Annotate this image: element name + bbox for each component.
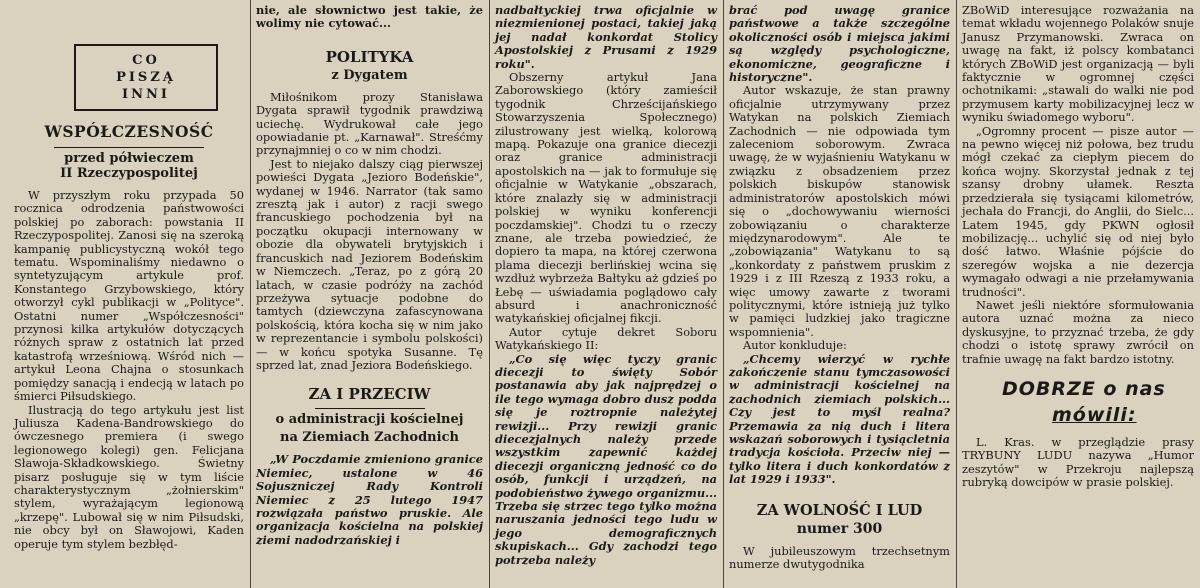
box-line: CO — [132, 53, 160, 68]
article-paragraph: W przyszłym roku przypada 50 rocznica odrodzenia państwowości polskiej po zaborach: powstania II Rzeczypospolitej. Zanosi się na szeroką kampanię publicystyczną wokół tego tematu. Wspominaliśmy niedawno o syntetyzującym artykule prof. Konstantego Grzybowskiego, który otworzył cykl publikacji w „Polityce". Ostatni numer „Współczesności" przynosi kilka artykułów dotyczących różnych spraw z ostatnich lat przed katastrofą wrześniową. Wśród nich — artykuł Leona Chajna o stosunkach pomiędzy sanacją i endecją w latach po śmierci Piłsudskiego. — [14, 188, 244, 404]
section-box-co-pisza-inni — [74, 44, 218, 111]
column-4 — [723, 0, 956, 588]
subhead-line: II Rzeczypospolitej — [60, 166, 198, 181]
headline-za-wolnosc-i-lud: ZA WOLNOŚĆ I LUD — [756, 501, 923, 519]
article-paragraph: „Ogromny procent — pisze autor — na pewno więcej niż połowa, bez trudu mógł czekać za ciepłym piecem do końca wojny. Skorzystał jednak z tej szansy drobny ułamek. Reszta przedzierała się tysiącami kilometrów, jechała do Francji, do Anglii, do Sielc... Latem 1945, gdy PKWN ogłosił mobilizację... uchylić się od niej było dość łatwo. Właśnie pójście do szeregów wojska a nie dezercja wymagało odwagi a nie przełamywania trudności". — [962, 123, 1194, 299]
handwritten-heading — [962, 376, 1194, 428]
headline-divider — [54, 147, 204, 148]
article-paragraph: Obszerny artykuł Jana Zaborowskiego (który zamieścił tygodnik Chrześcijańskiego Stowarzyszenia Społecznego) zilustrowany jest wielką, kolorową mapą. Pokazuje ona granice diecezji oraz granice administracji apostolskich na — jak to formułuje się oficjalnie w Watykanie „obszarach, które znalazły się w administracji polskiej w wyniku konferencji poczdamskiej". Chodzi tu o rzeczy znane, ale trzeba powiedzieć, że dopiero ta mapa, na której czerwona plama diecezji berlińskiej wcina się wzdłuż wybrzeża Bałtyku aż gdzieś po Łebę — uświadamia poglądowo cały absurd i anachroniczność watykańskiej oficjalnej fikcji. — [495, 70, 717, 326]
subhead-line: na Ziemiach Zachodnich — [280, 430, 459, 446]
handwritten-line: mówili: — [1052, 403, 1137, 426]
headline-wspolczesnosc: WSPÓŁCZESNOŚĆ — [44, 122, 214, 141]
box-line: INNI — [122, 87, 170, 102]
article-paragraph: W jubileuszowym trzechsetnym numerze dwutygodnika — [729, 543, 950, 572]
quoted-passage: „W Poczdamie zmieniono granice Niemiec, ustalone w 46 Sojuszniczej Rady Kontroli Niemiec z 25 lutego 1947 rozwiązała państwo pruskie. Ale organizacja kościelna na polskiej ziemi nadodrzańskiej i — [256, 452, 483, 547]
box-line: PISZĄ — [116, 70, 176, 85]
quoted-passage: „Chcemy wierzyć w rychłe zakończenie stanu tymczasowości w administracji kościelnej na zachodnich ziemiach polskich... Czy jest to myśl realna? Przemawia za nią duch i litera wskazań soborowych i tysiącletnia tradycja kościoła. Przeciw niej — tylko litera i duch konkordatów z lat 1929 i 1933". — [729, 351, 950, 487]
column-3 — [489, 0, 723, 588]
article-paragraph: Jest to niejako dalszy ciąg pierwszej powieści Dygata „Jezioro Bodeńskie", wydanej w 1946. Narrator (tak samo zresztą jak i autor) z racji swego francuskiego pochodzenia był na początku okupacji internowany w obozie dla obywateli brytyjskich i francuskich nad Jeziorem Bodeńskim w Niemczech. „Teraz, po z górą 20 latach, w czasie podróży na zachód przeżywa sytuacje podobne do tamtych (dziewczyna zafascynowana polskością, która kocha się w nim jako w reprezentancie i symbolu polskości) — w końcu spotyka Susanne. Tę sprzed lat, znad Jeziora Bodeńskiego. — [256, 156, 483, 372]
column-1 — [8, 0, 250, 588]
article-continuation: nie, ale słownictwo jest takie, że wolimy nie cytować... — [256, 3, 483, 31]
column-2 — [250, 0, 489, 588]
article-paragraph: Nawet jeśli niektóre sformułowania autora uznać można za nieco dyskusyjne, to przyznać trzeba, że gdy chodzi o istotę sprawy zwrócił on trafnie uwagę na fakt bardzo istotny. — [962, 297, 1194, 366]
article-paragraph: Autor cytuje dekret Soboru Watykańskiego II: — [495, 324, 717, 353]
article-paragraph: Autor wskazuje, że stan prawny oficjalnie utrzymywany przez Watykan na polskich Ziemiach Zachodnich — nie odpowiada tym zaleceniom soborowym. Zwraca uwagę, że w wyjaśnieniu Watykanu w związku z obsadzeniem przez polskich biskupów stanowisk administratorów apostolskich mówi się o „dochowywaniu wierności zobowiązaniu o charakterze międzynarodowym". Ale te „zobowiązania" Watykanu to są „konkordaty z państwem pruskim z 1929 i z III Rzeszą z 1933 roku, a więc umowy zawarte z tworami politycznymi, które istnieją już tylko w pamięci ludzkiej jako tragiczne wspomnienia". — [729, 83, 950, 339]
handwritten-line: DOBRZE o nas — [1002, 377, 1166, 400]
subhead-z-dygatem: z Dygatem — [331, 67, 408, 83]
column-5 — [956, 0, 1200, 588]
subhead-numer-300: numer 300 — [796, 520, 883, 537]
quoted-passage-continuation: brać pod uwagę granice państwowe a także szczególne okoliczności osób i miejsca jakimi są względy psychologiczne, ekonomiczne, geograficzne i historyczne". — [729, 3, 950, 85]
article-paragraph: ZBoWiD interesujące rozważania na temat wkładu wojennego Polaków snuje Janusz Przymanowski. Zwraca on uwagę na fakt, iż polscy kombatanci których ZBoWiD jest organizacją — byli faktycznie w ogromnej części ochotnikami: „stawali do walki nie pod przymusem karty mobilizacyjnej lecz w wyniku świadomego wyboru". — [962, 3, 1194, 125]
article-paragraph: Autor konkluduje: — [743, 338, 847, 353]
subhead-line: przed półwieczem — [64, 151, 194, 166]
article-paragraph: Ilustracją do tego artykułu jest list Juliusza Kadena-Bandrowskiego do ówczesnego premiera (i swego legionowego kolegi) gen. Felicjana Sławoja-Składkowskiego. Świetny pisarz posługuje się w tym liście charakterystycznym „żołnierskim" stylem, wyrażającym legionową „krzepę". Lubował się w nim Piłsudski, nie obcy był on Sławojowi, Kaden operuje tym stylem bezbłęd- — [14, 402, 244, 551]
quoted-passage: „Co się więc tyczy granic diecezji to święty Sobór postanawia aby jak najprędzej o ile tego wymaga dobro dusz podda się je roztropnie należytej rewizji... Przy rewizji granic diecezjalnych należy przede wszystkim zapewnić każdej diecezji organiczną jedność co do osób, funkcji i urządzeń, na podobieństwo żywego organizmu... Trzeba się strzec tego tylko można naruszania jedności tego ludu w jego demograficznych skupiskach... Gdy zachodzi tego potrzeba należy — [495, 351, 717, 567]
headline-za-i-przeciw: ZA I PRZECIW — [308, 385, 431, 404]
quoted-passage-continuation: nadbałtyckiej trwa oficjalnie w niezmienionej postaci, takiej jaką jej nadał konkordat Stolicy Apostolskiej z Prusami z 1929 roku". — [495, 3, 717, 71]
headline-polityka: POLITYKA — [325, 47, 414, 66]
article-paragraph: L. Kras. w przeglądzie prasy TRYBUNY LUDU nazywa „Humor zeszytów" w Przekroju najlepszą rubryką dowcipów w prasie polskiej. — [962, 434, 1194, 490]
headline-divider — [315, 408, 425, 409]
article-paragraph: Miłośnikom prozy Stanisława Dygata sprawił tygodnik prawdziwą uciechę. Wydrukował całe jego opowiadanie pt. „Karnawał". Streśćmy przynajmniej o co w nim chodzi. — [256, 89, 483, 158]
subhead-line: o administracji kościelnej — [275, 412, 464, 428]
